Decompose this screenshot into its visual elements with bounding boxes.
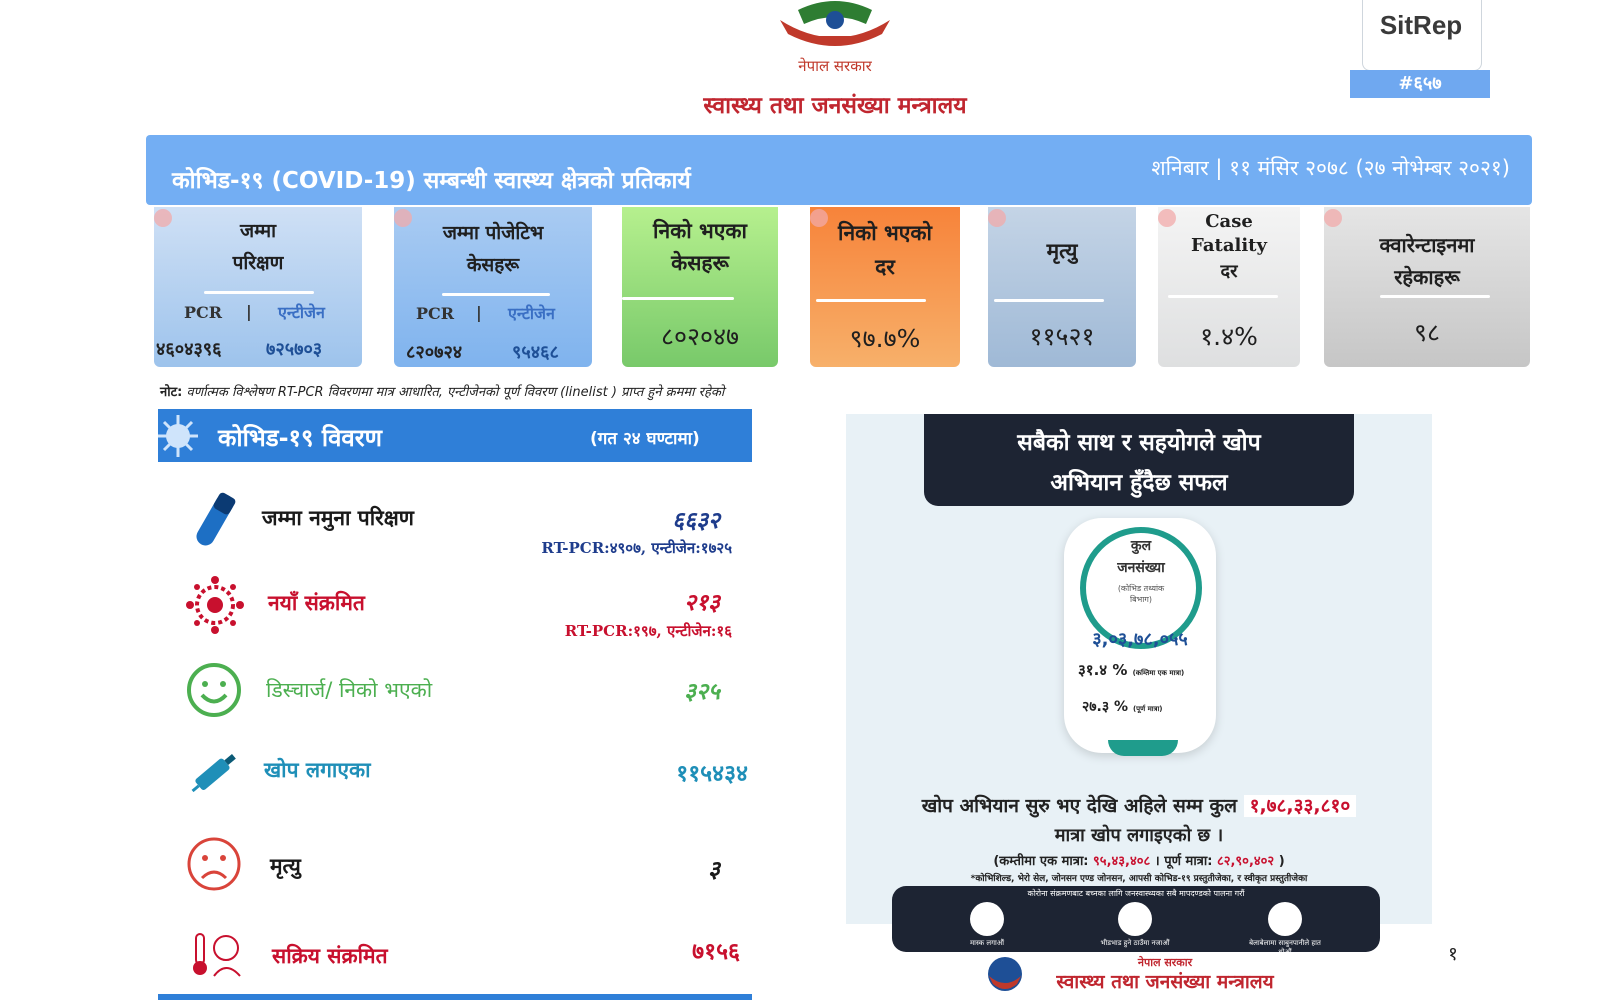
row-active-value: ७१५६ <box>692 939 740 965</box>
card-case-fatality: Case Fatality दर १.४% <box>1158 207 1300 367</box>
test-tube-icon <box>186 486 242 552</box>
first-dose-percent: ३१.४ % (कम्तिमा एक मात्रा) <box>1078 661 1185 679</box>
badge-accent <box>1108 740 1178 756</box>
footnote <box>160 382 724 400</box>
footnote-label: नोट: <box>160 385 183 400</box>
ministry-name: स्वास्थ्य तथा जनसंख्या मन्त्रालय <box>703 92 967 119</box>
smiley-face-icon <box>186 662 242 718</box>
quarantine-value: ९८ <box>1413 318 1440 347</box>
banner-date: शनिबार | ११ मंसिर २०७८ (२७ नोभेम्बर २०२१) <box>1151 156 1510 180</box>
card-total-tests: जम्मा परिक्षण PCR | एन्टीजेन ४६०४३९६ ७२५७०३ <box>154 207 362 367</box>
row-total-samples-value: ६६३२ <box>672 508 720 534</box>
government-name: नेपाल सरकार <box>798 57 872 75</box>
detail-title: कोभिड-१९ विवरण <box>218 424 382 452</box>
nepal-emblem-icon <box>770 0 900 48</box>
page-number: १ <box>1448 943 1458 965</box>
safety-measures-hint: कोरोना संक्रमणबाट बच्नका लागि जनस्वास्थ्यका सबै मापदण्डको पालना गरौं <box>1027 889 1245 898</box>
row-active-label: सक्रिय संक्रमित <box>272 944 388 968</box>
virus-icon <box>1324 209 1342 227</box>
thermometer-person-icon <box>190 930 246 978</box>
vaccine-footnote: *कोभिशिल्ड, भेरो सेल, जोनसन एण्ड जोनसन, आपसी कोभिड-१९ प्रस्तुतीजेका, र स्वीकृत प्रस्तुतीजेका <box>970 874 1308 884</box>
row-vaccinated-value: ११५४३४ <box>676 761 748 787</box>
detail-range: (गत २४ घण्टामा) <box>590 429 700 449</box>
row-discharged-label: डिस्चार्ज/ निको भएको <box>266 678 433 702</box>
ministry-logo-icon <box>985 954 1025 994</box>
total-doses-line: खोप अभियान सुरु भए देखि अहिले सम्म कुल १,७८,३३,८१० <box>846 792 1432 818</box>
row-new-infected-label: नयाँ संक्रमित <box>268 591 365 615</box>
row-new-infected-breakdown: RT-PCR:१९७, एन्टीजेन:१६ <box>564 622 732 640</box>
card-total-positive: जम्मा पोजेटिभ केसहरू PCR | एन्टीजेन ८२०७२४ ९५४६८ <box>394 207 592 367</box>
handwash-icon <box>1268 902 1302 936</box>
full-dose-percent: २७.३ % (पूर्ण मात्रा) <box>1082 699 1163 715</box>
row-total-samples-label: जम्मा नमुना परिक्षण <box>262 506 414 530</box>
row-new-infected-value: २१३ <box>684 590 720 616</box>
total-doses-line2: मात्रा खोप लगाइएको छ । <box>1054 825 1224 846</box>
sitrep-label: SitRep <box>1379 10 1463 40</box>
distance-people-icon <box>1118 902 1152 936</box>
row-deaths-label: मृत्यु <box>270 854 301 878</box>
row-total-samples-breakdown: RT-PCR:४९०७, एन्टीजेन:१७२५ <box>541 539 732 557</box>
card-recovered: निको भएका केसहरू ८०२०४७ <box>622 207 778 367</box>
mask-person-icon <box>970 902 1004 936</box>
virus-icon <box>158 413 200 459</box>
sitrep-number: #६५७ <box>1350 70 1490 98</box>
deaths-value: ११५२१ <box>1029 322 1095 351</box>
card-recovery-rate: निको भएको दर ९७.७% <box>810 207 960 367</box>
poster-footer-ministry: स्वास्थ्य तथा जनसंख्या मन्त्रालय <box>1056 971 1274 993</box>
card-quarantine: क्वारेन्टाइनमा रहेकाहरू ९८ <box>1324 207 1530 367</box>
detail-footer-bar <box>158 994 752 1000</box>
total-doses-value: १,७८,३३,८१० <box>1244 795 1357 817</box>
new-infection-virus-icon <box>184 574 246 636</box>
row-vaccinated-label: खोप लगाएका <box>264 758 371 782</box>
total-tests-antigen: ७२५७०३ <box>266 339 323 360</box>
dose-breakdown: (कम्तीमा एक मात्रा: ९५,४३,४०८ । पूर्ण मात्रा: ८२,९०,४०२ ) <box>993 854 1285 869</box>
banner-title: कोभिड-१९ (COVID-19) सम्बन्धी स्वास्थ्य क्षेत्रको प्रतिकार्य <box>172 168 691 194</box>
syringe-icon <box>186 748 242 798</box>
total-positive-pcr: ८२०७२४ <box>406 342 463 363</box>
sad-face-icon <box>186 836 242 892</box>
row-deaths-value: ३ <box>708 857 720 883</box>
footnote-text: वर्णात्मक विश्लेषण RT-PCR विवरणमा मात्र आधारित, एन्टीजेनको पूर्ण विवरण (linelist ) प्राप्त हुने क्रममा रहेको <box>186 385 725 400</box>
row-discharged-value: ३२५ <box>684 679 720 705</box>
population-value: ३,०३,७८,०५५ <box>1092 629 1188 650</box>
total-positive-antigen: ९५४६८ <box>512 342 559 363</box>
case-fatality-value: १.४% <box>1200 322 1258 351</box>
total-tests-pcr: ४६०४३९६ <box>156 339 222 360</box>
poster-title: सबैको साथ र सहयोगले खोप अभियान हुँदैछ सफल <box>1017 430 1261 496</box>
recovery-rate-value: ९७.७% <box>849 324 921 353</box>
card-deaths: मृत्यु ११५२१ <box>988 207 1136 367</box>
poster-footer-government: नेपाल सरकार <box>1137 956 1193 969</box>
recovered-value: ८०२०४७ <box>660 322 739 351</box>
virus-icon <box>988 209 1006 227</box>
